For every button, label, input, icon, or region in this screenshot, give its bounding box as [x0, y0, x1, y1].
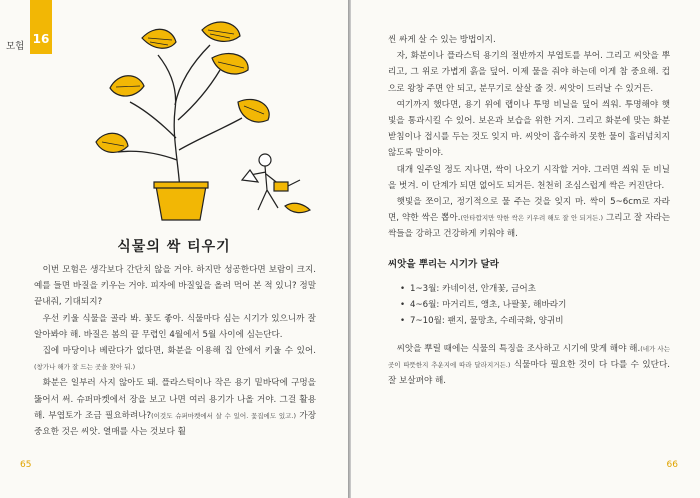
paragraph-text: 화분은 일부러 사지 않아도 돼. 플라스틱이나 작은 용기 밑바닥에 구멍을 뚫어서 써. 슈퍼마켓에서 장을 보고 나면 여러 용기가 나올 거야. 그걸 활용해. 부엽토가 조금 필요하려나? — [34, 378, 316, 421]
page-number: 65 — [20, 460, 32, 470]
right-body-text — [388, 32, 670, 389]
paragraph — [388, 341, 670, 390]
paragraph: 자, 화분이나 플라스틱 용기의 절반까지 부엽토를 부어. 그리고 씨앗을 뿌리고, 그 위로 가볍게 흙을 덮어. 이제 물을 줘야 하는데 이게 참 중요해. 컵으로 왕창 주면 안 되고, 분무기로 살살 줄 것. 씨앗이 드러날 수 있거든. — [388, 51, 670, 94]
plant-illustration — [60, 10, 320, 225]
paragraph-text: 햇빛을 쪼이고, 정기적으로 물 주는 것을 잊지 마. 싹이 5~6cm로 자라면, 약한 싹은 뽑아. — [388, 197, 670, 224]
paragraph — [34, 375, 316, 440]
list-item: • 1~3월: 카네이션, 안개꽃, 금어초 — [400, 281, 670, 297]
footnote-soil: (이것도 슈퍼마켓에서 살 수 있어. 꽃집에도 있고.) — [151, 411, 296, 420]
paragraph: 우선 키울 식물을 골라 봐. 꽃도 좋아. 식물마다 심는 시기가 있으니까 잘 알아봐야 해. 바질은 봄의 끝 무렵인 4월에서 5월 사이에 심는단다. — [34, 313, 316, 340]
section-label: 모험 — [6, 41, 25, 52]
left-body-text — [34, 262, 316, 440]
paragraph: 씬 싸게 살 수 있는 방법이지. — [388, 35, 496, 45]
paragraph: 대개 일주일 정도 지나면, 싹이 나오기 시작할 거야. 그러면 씌워 둔 비닐을 벗겨. 이 단계가 되면 없어도 되거든. 천천히 조심스럽게 싹은 커진단다. — [388, 164, 670, 191]
page-title: 식물의 싹 티우기 — [117, 239, 231, 255]
paragraph-text: 식물마다 필요한 것이 다 다를 수 있단다. 잘 보살펴야 해. — [388, 360, 670, 387]
footnote-sun: (창가나 해가 잘 드는 곳을 찾아 둬.) — [34, 363, 136, 372]
paragraph-text: 그리고 잘 자라는 싹들을 강하고 건강하게 키워야 해. — [388, 213, 670, 240]
paragraph-text: 가장 중요한 것은 씨앗. 열매를 사는 것보다 훨 — [34, 410, 316, 438]
subheading: 씨앗을 뿌리는 시기가 달라 — [388, 258, 499, 270]
paragraph — [388, 194, 670, 243]
paragraph-text: 씨앗을 뿌릴 때에는 식물의 특징을 조사하고 시기에 맞게 해야 해. — [396, 343, 641, 354]
left-page — [0, 0, 349, 498]
footnote-place: (네가 사는 곳이 따뜻한지 추운지에 따라 달라지거든.) — [388, 344, 670, 370]
chapter-number: 16 — [32, 32, 50, 46]
paragraph — [34, 343, 316, 375]
right-page — [351, 0, 700, 498]
list-item: • 4~6월: 마거리트, 앵초, 나팔꽃, 해바라기 — [400, 297, 670, 313]
sowing-schedule-list — [388, 281, 670, 329]
chapter-tab — [30, 0, 52, 54]
list-item: • 7~10월: 팬지, 물망초, 수레국화, 양귀비 — [400, 313, 670, 329]
paragraph-text: 집에 마당이나 베란다가 없다면, 화분을 이용해 집 안에서 키울 수 있어. — [42, 346, 316, 357]
paragraph: 여기까지 했다면, 용기 위에 랩이나 투명 비닐을 덮어 씌워. 투명해야 햇빛을 통과시킬 수 있어. 보온과 보습을 위한 거지. 그리고 화분에 맞는 화분 받침이나 접시를 두는 것도 잊지 마. 씨앗이 흡수하지 못한 물이 흘러넘치지 않도록 말이야. — [388, 99, 670, 159]
paragraph: 이번 모험은 생각보다 간단치 않을 거야. 하지만 성공한다면 보람이 크지. 예를 들면 바질을 키우는 거야. 피자에 바질잎을 올려 먹어 본 적 있니? 정말 끝내줘, 기대되지? — [34, 265, 316, 308]
page-number: 66 — [666, 460, 678, 470]
footnote-weak: (안타깝지만 약한 싹은 키우려 해도 잘 안 되거든.) — [460, 214, 603, 223]
